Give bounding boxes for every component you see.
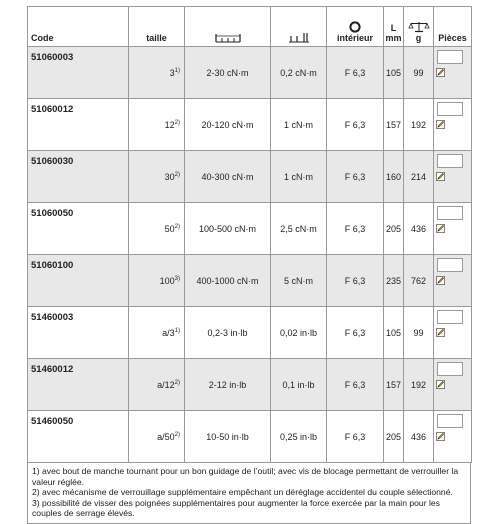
table-row <box>28 203 472 255</box>
product-table-container <box>27 6 471 524</box>
table-body <box>28 47 472 463</box>
product-code: 51060030 <box>28 151 129 203</box>
weight-g: 762 <box>404 255 434 307</box>
product-code: 51060003 <box>28 47 129 99</box>
size-footnote-ref: 1) <box>174 327 180 334</box>
pieces-cell <box>434 411 472 463</box>
graduation-step-icon <box>288 31 310 43</box>
size-value: a/50 <box>157 431 175 442</box>
pieces-cell <box>434 47 472 99</box>
weight-g: 436 <box>404 203 434 255</box>
product-code: 51060012 <box>28 99 129 151</box>
graduation-step: 0,1 in·lb <box>271 359 327 411</box>
quantity-input[interactable] <box>437 154 463 168</box>
pieces-cell <box>434 203 472 255</box>
add-to-cart-pencil-icon[interactable] <box>436 68 445 77</box>
interior-drive: F 6,3 <box>327 47 384 99</box>
size-cell <box>129 359 185 411</box>
size-cell <box>129 47 185 99</box>
table-row <box>28 99 472 151</box>
torque-range: 100-500 cN·m <box>185 203 271 255</box>
interior-drive: F 6,3 <box>327 307 384 359</box>
table-row <box>28 255 472 307</box>
size-footnote-ref: 2) <box>174 431 180 438</box>
graduation-step: 2,5 cN·m <box>271 203 327 255</box>
header-step <box>271 7 327 47</box>
product-code: 51460003 <box>28 307 129 359</box>
length-mm: 160 <box>384 151 404 203</box>
torque-range: 10-50 in·lb <box>185 411 271 463</box>
length-mm: 157 <box>384 359 404 411</box>
size-footnote-ref: 3) <box>174 275 180 282</box>
header-weight-unit: g <box>415 33 422 43</box>
product-code: 51060100 <box>28 255 129 307</box>
table-row <box>28 151 472 203</box>
product-code: 51460012 <box>28 359 129 411</box>
size-footnote-ref: 2) <box>174 171 180 178</box>
table-row <box>28 307 472 359</box>
table-row <box>28 47 472 99</box>
product-code: 51460050 <box>28 411 129 463</box>
add-to-cart-pencil-icon[interactable] <box>436 328 445 337</box>
pieces-cell <box>434 151 472 203</box>
weight-g: 99 <box>404 47 434 99</box>
length-mm: 235 <box>384 255 404 307</box>
table-row <box>28 359 472 411</box>
size-cell <box>129 411 185 463</box>
size-value: 100 <box>159 275 175 286</box>
header-length <box>384 7 404 47</box>
table-row <box>28 411 472 463</box>
header-taille: taille <box>129 7 185 47</box>
footnotes <box>27 463 471 524</box>
interior-drive: F 6,3 <box>327 411 384 463</box>
quantity-input[interactable] <box>437 50 463 64</box>
interior-drive: F 6,3 <box>327 151 384 203</box>
size-value: a/3 <box>162 327 175 338</box>
size-cell <box>129 255 185 307</box>
weight-g: 192 <box>404 99 434 151</box>
graduation-step: 1 cN·m <box>271 151 327 203</box>
interior-drive: F 6,3 <box>327 99 384 151</box>
interior-drive: F 6,3 <box>327 203 384 255</box>
torque-range: 0,2-3 in·lb <box>185 307 271 359</box>
size-cell <box>129 151 185 203</box>
weight-g: 99 <box>404 307 434 359</box>
torque-range: 40-300 cN·m <box>185 151 271 203</box>
length-mm: 157 <box>384 99 404 151</box>
quantity-input[interactable] <box>437 258 463 272</box>
header-interior-label: intérieur <box>336 33 373 43</box>
length-mm: 205 <box>384 203 404 255</box>
interior-drive: F 6,3 <box>327 255 384 307</box>
size-value: 3 <box>169 67 175 78</box>
quantity-input[interactable] <box>437 310 463 324</box>
pieces-cell <box>434 99 472 151</box>
weight-g: 436 <box>404 411 434 463</box>
scale-weight-icon <box>408 21 430 33</box>
add-to-cart-pencil-icon[interactable] <box>436 380 445 389</box>
socket-interior-icon <box>349 21 361 33</box>
footnote-3: 3) possibilité de visser des poignées supplémentaires pour augmenter la force exercée par la main pour les couples de serrage élevés. <box>32 497 440 518</box>
torque-range: 400-1000 cN·m <box>185 255 271 307</box>
product-code: 51060050 <box>28 203 129 255</box>
footnote-1: 1) avec bout de manche tournant pour un bon guidage de l’outil; avec vis de blocage permettant de verrouiller la valeur réglée. <box>32 466 459 487</box>
size-footnote-ref: 2) <box>174 119 180 126</box>
header-length-unit: mm <box>385 33 402 43</box>
add-to-cart-pencil-icon[interactable] <box>436 276 445 285</box>
footnote-2: 2) avec mécanisme de verrouillage supplémentaire empêchant un déréglage accidentel du couple sélectionné. <box>32 487 453 497</box>
size-cell <box>129 99 185 151</box>
size-cell <box>129 203 185 255</box>
torque-range: 2-12 in·lb <box>185 359 271 411</box>
size-footnote-ref: 1) <box>174 67 180 74</box>
header-length-label: L <box>390 23 397 33</box>
header-range <box>185 7 271 47</box>
pieces-cell <box>434 255 472 307</box>
quantity-input[interactable] <box>437 206 463 220</box>
header-code: Code <box>28 7 129 47</box>
pieces-cell <box>434 359 472 411</box>
add-to-cart-pencil-icon[interactable] <box>436 432 445 441</box>
size-value: 12 <box>164 119 175 130</box>
weight-g: 214 <box>404 151 434 203</box>
graduation-step: 1 cN·m <box>271 99 327 151</box>
torque-scale-icon <box>215 31 241 43</box>
add-to-cart-pencil-icon[interactable] <box>436 172 445 181</box>
header-pieces: Pièces <box>434 7 472 47</box>
length-mm: 105 <box>384 307 404 359</box>
quantity-input[interactable] <box>437 362 463 376</box>
graduation-step: 0,25 in·lb <box>271 411 327 463</box>
product-table <box>27 6 472 463</box>
size-value: 50 <box>164 223 175 234</box>
quantity-input[interactable] <box>437 414 463 428</box>
header-weight <box>404 7 434 47</box>
size-value: a/12 <box>157 379 175 390</box>
header-interior <box>327 7 384 47</box>
torque-range: 20-120 cN·m <box>185 99 271 151</box>
length-mm: 205 <box>384 411 404 463</box>
size-value: 30 <box>164 171 175 182</box>
graduation-step: 0,02 in·lb <box>271 307 327 359</box>
add-to-cart-pencil-icon[interactable] <box>436 224 445 233</box>
table-header-row <box>28 7 472 47</box>
interior-drive: F 6,3 <box>327 359 384 411</box>
weight-g: 192 <box>404 359 434 411</box>
length-mm: 105 <box>384 47 404 99</box>
size-footnote-ref: 2) <box>174 223 180 230</box>
graduation-step: 0,2 cN·m <box>271 47 327 99</box>
graduation-step: 5 cN·m <box>271 255 327 307</box>
pieces-cell <box>434 307 472 359</box>
size-footnote-ref: 2) <box>174 379 180 386</box>
add-to-cart-pencil-icon[interactable] <box>436 120 445 129</box>
size-cell <box>129 307 185 359</box>
torque-range: 2-30 cN·m <box>185 47 271 99</box>
quantity-input[interactable] <box>437 102 463 116</box>
